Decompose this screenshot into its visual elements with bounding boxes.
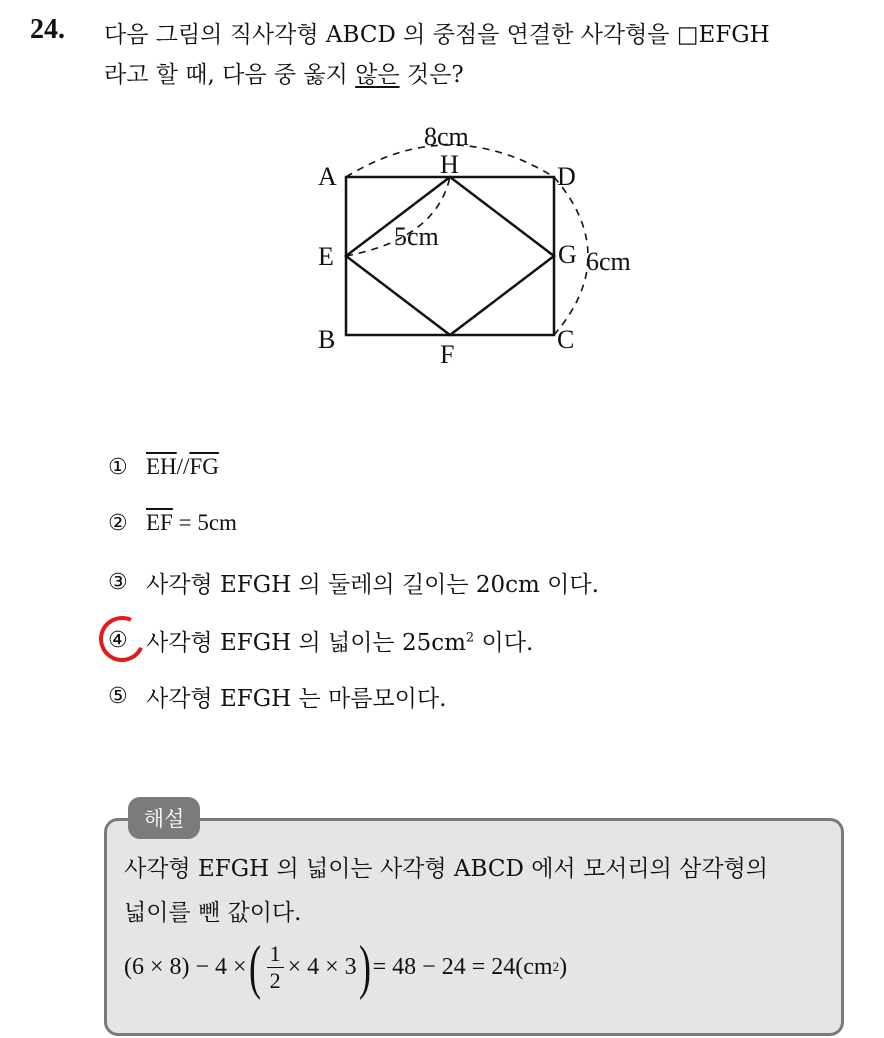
label-d: D xyxy=(557,162,576,191)
rectangle-abcd xyxy=(346,177,554,335)
explanation-formula: (6 × 8) − 4 × ( $\frac{1}{2}$ × 4 × 3 ) = 48 − 24 = 24(cm 2 ) xyxy=(124,934,568,1000)
fraction: $\frac{1}{2}$ xyxy=(267,941,284,993)
option-1-text: $\overline{EH}//\overline{FG}$ xyxy=(146,454,219,479)
option-2[interactable] xyxy=(108,510,237,536)
rectangle-figure xyxy=(300,115,660,375)
formula-part-b: × 4 × 3 xyxy=(287,953,357,980)
rhombus-efgh xyxy=(346,177,554,335)
label-a: A xyxy=(318,162,337,191)
option-4-number: ④ xyxy=(108,628,128,653)
question-line-2-b: 것은? xyxy=(399,62,464,88)
option-3-number: ③ xyxy=(108,570,128,595)
option-1-number: ① xyxy=(108,454,128,480)
question-underlined-word: 않은 xyxy=(355,62,400,88)
question-line-2 xyxy=(104,56,464,89)
length-diagonal: 5cm xyxy=(394,222,439,251)
option-5-text: 사각형 EFGH 는 마름모이다. xyxy=(146,686,447,712)
length-right: 6cm xyxy=(586,247,631,276)
question-line-2-a: 라고 할 때, 다음 중 옳지 xyxy=(104,62,356,88)
label-e: E xyxy=(318,242,334,271)
formula-part-d: ) xyxy=(559,953,568,980)
label-g: G xyxy=(558,240,577,269)
option-5-number: ⑤ xyxy=(108,684,128,709)
answer-circle-mark xyxy=(93,610,152,669)
explanation-line-2: 넓이를 뺀 값이다. xyxy=(124,900,302,926)
left-paren: ( xyxy=(248,934,261,1000)
question-line-1: 다음 그림의 직사각형 ABCD 의 중점을 연결한 사각형을 □EFGH xyxy=(104,22,770,48)
option-3-text: 사각형 EFGH 의 둘레의 길이는 20cm 이다. xyxy=(146,572,599,598)
option-3[interactable] xyxy=(108,566,599,599)
option-4-text: 사각형 EFGH 의 넓이는 $25cm^2$ 이다. xyxy=(146,630,534,656)
right-paren: ) xyxy=(358,934,371,1000)
option-4[interactable] xyxy=(108,624,533,657)
label-c: C xyxy=(557,325,575,354)
label-f: F xyxy=(440,340,455,369)
question-number: 24. xyxy=(30,14,65,45)
option-1[interactable] xyxy=(108,454,219,480)
option-5[interactable] xyxy=(108,680,446,713)
formula-part-a: (6 × 8) − 4 × xyxy=(124,953,247,980)
explanation-tag: 해설 xyxy=(128,797,200,839)
label-h: H xyxy=(440,150,459,179)
formula-part-c: = 48 − 24 = 24(cm xyxy=(372,953,553,980)
option-2-number: ② xyxy=(108,510,128,536)
length-top: 8cm xyxy=(424,122,469,151)
explanation-line-1: 사각형 EFGH 의 넓이는 사각형 ABCD 에서 모서리의 삼각형의 xyxy=(124,856,769,882)
label-b: B xyxy=(318,325,336,354)
option-2-text: $\overline{EF} = 5cm$ xyxy=(146,510,237,535)
